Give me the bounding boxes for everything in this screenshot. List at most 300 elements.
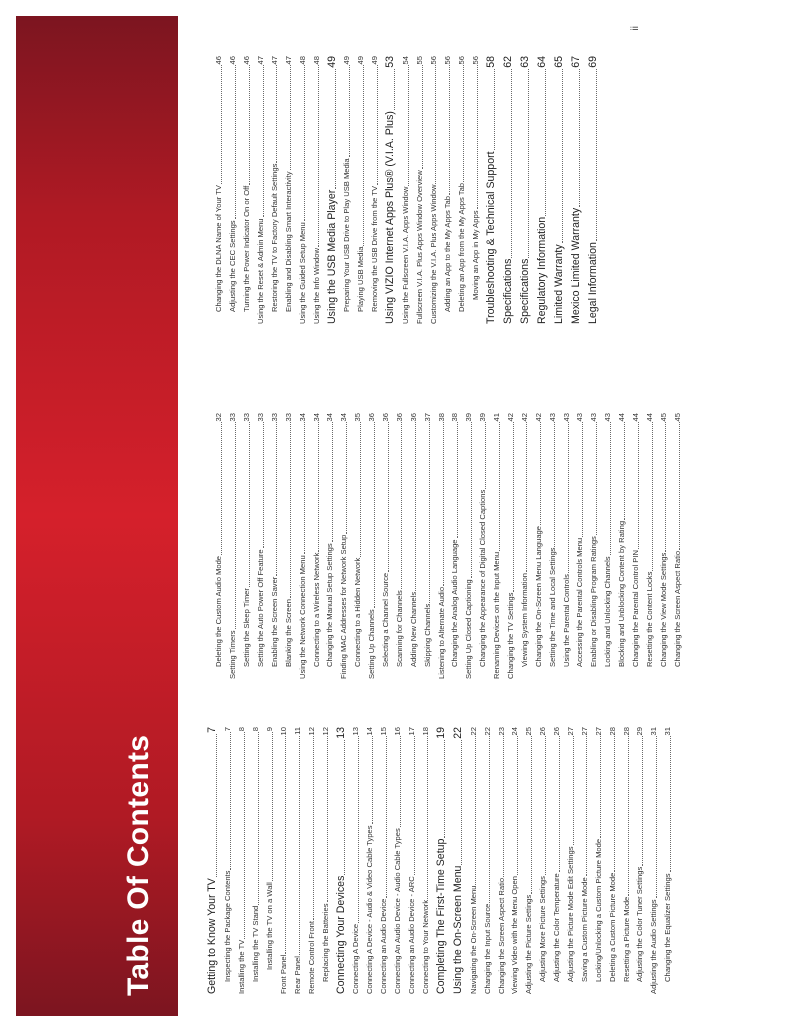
toc-entry-label: Changing the Screen Aspect Ratio xyxy=(496,877,506,994)
toc-page-number: 42 xyxy=(519,413,529,422)
dot-leader xyxy=(234,422,236,629)
toc-page-number: 36 xyxy=(394,413,404,422)
toc-entry-label: Finding MAC Addresses for Network Setup xyxy=(339,534,349,679)
dot-leader xyxy=(234,65,236,219)
toc-page-number: 32 xyxy=(214,413,224,422)
toc-page-number: 18 xyxy=(420,727,430,736)
toc-page-number: 26 xyxy=(552,727,562,736)
toc-entry[interactable] xyxy=(598,413,612,679)
toc-entry[interactable] xyxy=(463,727,477,994)
toc-entry[interactable] xyxy=(260,727,274,994)
toc-entry[interactable] xyxy=(528,413,542,679)
toc-entry[interactable] xyxy=(465,56,479,324)
dot-leader xyxy=(434,65,436,183)
toc-entry[interactable] xyxy=(251,413,265,679)
toc-entry[interactable] xyxy=(612,413,626,679)
toc-entry[interactable] xyxy=(334,413,348,679)
toc-page-number: 10 xyxy=(278,727,288,736)
dot-leader xyxy=(289,422,291,598)
toc-page-number: 46 xyxy=(214,56,224,65)
toc-entry-label: Removing the USB Drive from the TV xyxy=(370,185,380,312)
toc-entry-label: Locking/Unlocking a Custom Picture Mode xyxy=(593,838,603,982)
toc-entry[interactable] xyxy=(337,56,351,324)
toc-entry-label: Playing USB Media xyxy=(356,246,366,312)
dot-leader xyxy=(399,736,401,827)
toc-entry-label: Enabling the Screen Saver xyxy=(269,576,279,667)
toc-entry[interactable] xyxy=(626,413,640,679)
dot-leader xyxy=(609,422,611,555)
toc-entry-label: Changing the DLNA Name of Your TV xyxy=(214,185,224,312)
toc-entry-label: Rear Panel xyxy=(292,956,302,994)
toc-entry[interactable] xyxy=(287,727,301,994)
toc-entry[interactable] xyxy=(265,413,279,679)
toc-page-number: 27 xyxy=(566,727,575,736)
toc-entry-label: Adjusting the Picture Mode Edit Settings xyxy=(566,846,575,982)
dot-leader xyxy=(581,422,583,536)
toc-entry-label: Using the Fullscreen V.I.A. Apps Window xyxy=(401,186,411,324)
toc-entry[interactable] xyxy=(218,727,232,994)
toc-entry-label: Using the Network Connection Menu xyxy=(297,555,307,679)
dot-leader xyxy=(493,69,495,151)
toc-page-number: 8 xyxy=(237,727,247,732)
toc-page-number: 13 xyxy=(351,727,361,736)
dot-leader xyxy=(373,422,375,608)
toc-entry-label: Connecting Your Devices xyxy=(334,875,347,994)
toc-entry[interactable] xyxy=(351,56,365,324)
toc-entry[interactable] xyxy=(515,413,529,679)
toc-entry[interactable] xyxy=(519,727,533,994)
toc-entry[interactable] xyxy=(644,727,658,994)
toc-entry-label: Connecting A Device - Audio & Video Cable Types xyxy=(365,825,375,994)
toc-entry[interactable] xyxy=(658,727,672,994)
toc-entry[interactable] xyxy=(320,413,334,679)
toc-page-number: 27 xyxy=(593,727,603,736)
toc-page-number: 28 xyxy=(607,727,617,736)
toc-entry-label: Remote Control Front xyxy=(306,920,316,994)
toc-page-number: 9 xyxy=(264,727,274,732)
dot-leader xyxy=(641,736,643,865)
dot-leader xyxy=(595,422,597,535)
toc-entry[interactable] xyxy=(640,413,654,679)
toc-entry-label: Mexico Limited Warranty xyxy=(569,207,582,324)
dot-leader xyxy=(343,740,345,875)
toc-entry[interactable] xyxy=(232,727,246,994)
toc-entry[interactable] xyxy=(459,413,473,679)
toc-entry-label: Adjusting the CEC Settings xyxy=(228,220,238,312)
toc-page-number: 35 xyxy=(353,413,363,422)
toc-entry[interactable] xyxy=(265,56,279,324)
dot-leader xyxy=(553,422,555,546)
toc-page-number: 33 xyxy=(242,413,252,422)
toc-entry[interactable] xyxy=(477,727,491,994)
dot-leader xyxy=(262,65,264,217)
dot-leader xyxy=(651,422,653,570)
toc-entry-label: Setting Timers xyxy=(228,630,238,679)
toc-entry[interactable] xyxy=(209,56,223,324)
toc-column-3 xyxy=(209,56,598,324)
dot-leader xyxy=(275,422,277,575)
dot-leader xyxy=(664,422,666,551)
toc-entry[interactable] xyxy=(251,56,265,324)
dot-leader xyxy=(376,65,378,185)
toc-entry[interactable] xyxy=(360,727,374,994)
toc-entry[interactable] xyxy=(561,727,575,994)
dot-leader xyxy=(371,736,373,824)
toc-entry-label: Using the Parental Controls xyxy=(561,574,571,667)
toc-entry[interactable] xyxy=(556,413,570,679)
dot-leader xyxy=(348,65,350,157)
toc-entry-label: Setting the Sleep Timer xyxy=(242,588,252,667)
toc-entry[interactable] xyxy=(402,727,416,994)
dot-leader xyxy=(599,736,601,837)
dot-leader xyxy=(289,65,291,170)
dot-leader xyxy=(303,422,305,554)
toc-section-heading[interactable] xyxy=(320,56,337,324)
toc-entry[interactable] xyxy=(278,413,292,679)
toc-entry-label: Changing the Equalizer Settings xyxy=(663,873,673,982)
toc-entry[interactable] xyxy=(390,413,404,679)
toc-entry[interactable] xyxy=(209,413,223,679)
toc-entry-label: Renaming Devices on the Input Menu xyxy=(492,551,502,679)
toc-entry[interactable] xyxy=(365,56,379,324)
dot-leader xyxy=(572,736,574,845)
toc-entry[interactable] xyxy=(570,413,584,679)
dot-leader xyxy=(312,736,314,920)
toc-entry-label: Installing the TV Stand xyxy=(251,905,261,982)
toc-entry[interactable] xyxy=(223,56,237,324)
toc-page-number: 11 xyxy=(292,727,302,735)
toc-entry[interactable] xyxy=(292,413,306,679)
dot-leader xyxy=(637,422,639,549)
toc-page-number: 25 xyxy=(524,727,534,736)
toc-page-number: 69 xyxy=(586,56,599,68)
toc-section-heading[interactable] xyxy=(564,56,581,324)
toc-page-number: 23 xyxy=(496,727,506,736)
toc-page-number: 22 xyxy=(468,727,478,736)
toc-page-number: 33 xyxy=(283,413,293,422)
toc-page-number: 33 xyxy=(269,413,279,422)
toc-entry-label: Resetting the Content Locks xyxy=(644,571,654,667)
toc-page-number: 19 xyxy=(434,727,447,739)
dot-leader xyxy=(567,422,569,573)
toc-page-number: 39 xyxy=(478,413,488,422)
dot-leader xyxy=(400,422,402,589)
toc-entry[interactable] xyxy=(346,727,360,994)
toc-entry[interactable] xyxy=(584,413,598,679)
toc-page-number: 44 xyxy=(617,413,627,422)
toc-entry-label: Restoring the TV to Factory Default Settings xyxy=(269,163,279,312)
dot-leader xyxy=(530,736,532,893)
toc-entry[interactable] xyxy=(667,413,681,679)
dot-leader xyxy=(525,422,527,572)
toc-section-heading[interactable] xyxy=(547,56,564,324)
toc-page-number: 8 xyxy=(251,727,261,732)
toc-entry[interactable] xyxy=(362,413,376,679)
toc-entry-label: Setting Up Closed Captioning xyxy=(464,579,474,679)
toc-entry[interactable] xyxy=(403,413,417,679)
toc-page-number: 31 xyxy=(663,727,673,736)
dot-leader xyxy=(510,69,512,258)
toc-page-number: 7 xyxy=(223,727,233,732)
toc-section-heading[interactable] xyxy=(429,727,446,994)
toc-page-number: 13 xyxy=(334,727,347,739)
dot-leader xyxy=(456,422,458,538)
toc-entry[interactable] xyxy=(306,56,320,324)
toc-section-heading[interactable] xyxy=(201,727,218,994)
toc-entry[interactable] xyxy=(306,413,320,679)
toc-entry-label: Setting Up Channels xyxy=(367,609,377,679)
toc-page-number: 38 xyxy=(450,413,460,422)
toc-entry-label: Navigating the On-Screen Menu xyxy=(468,885,478,994)
toc-section-heading[interactable] xyxy=(446,727,463,994)
toc-page-number: 26 xyxy=(538,727,548,736)
dot-leader xyxy=(362,65,364,245)
toc-entry-label: Using the Reset & Admin Menu xyxy=(255,218,265,324)
toc-page-number: 33 xyxy=(228,413,238,422)
dot-leader xyxy=(326,736,328,902)
dot-leader xyxy=(623,422,625,519)
dot-leader xyxy=(595,69,597,241)
toc-entry[interactable] xyxy=(416,727,430,994)
toc-page-number: 56 xyxy=(470,56,480,65)
toc-entry-label: Changing the View Mode Settings xyxy=(658,552,668,667)
dot-leader xyxy=(317,422,319,551)
dot-leader xyxy=(585,736,587,876)
dot-leader xyxy=(539,422,541,525)
toc-entry[interactable] xyxy=(547,727,561,994)
dot-leader xyxy=(357,736,359,922)
toc-column-1 xyxy=(201,727,672,994)
toc-entry-label: Changing the TV Settings xyxy=(506,592,515,679)
toc-page-number: 62 xyxy=(501,56,514,68)
dot-leader xyxy=(421,65,423,169)
dot-leader xyxy=(387,422,389,571)
toc-entry-label: Adding an App to the My Apps Tab xyxy=(442,196,452,312)
toc-page-number: 43 xyxy=(603,413,613,422)
toc-page-number: 34 xyxy=(311,413,321,422)
toc-page-number: 49 xyxy=(325,56,338,68)
toc-entry[interactable] xyxy=(505,727,519,994)
toc-entry-label: Adjusting the Color Temperature xyxy=(552,873,562,982)
toc-entry-label: Connecting an Audio Device - ARC xyxy=(406,876,416,994)
toc-entry-label: Turning the Power Indicator On or Off xyxy=(242,185,252,312)
toc-section-heading[interactable] xyxy=(581,56,598,324)
dot-leader xyxy=(544,736,546,875)
toc-page-number: 34 xyxy=(297,413,307,422)
toc-page-number: 43 xyxy=(575,413,585,422)
toc-entry-label: Regulatory Information xyxy=(535,216,548,324)
toc-entry[interactable] xyxy=(396,56,410,324)
toc-entry[interactable] xyxy=(274,727,288,994)
toc-section-heading[interactable] xyxy=(479,56,496,324)
toc-page-number: 46 xyxy=(242,56,252,65)
toc-page-number: 42 xyxy=(533,413,543,422)
dot-leader xyxy=(502,736,504,876)
toc-entry[interactable] xyxy=(417,413,431,679)
toc-page-number: 48 xyxy=(311,56,321,65)
toc-page-number: 36 xyxy=(367,413,377,422)
dot-leader xyxy=(426,736,428,898)
toc-entry[interactable] xyxy=(491,727,505,994)
toc-entry[interactable] xyxy=(588,727,602,994)
toc-page-number: 42 xyxy=(506,413,515,422)
toc-page-number: 34 xyxy=(339,413,349,422)
toc-section-heading[interactable] xyxy=(329,727,346,994)
dot-leader xyxy=(271,732,273,881)
toc-entry[interactable] xyxy=(424,56,438,324)
dot-leader xyxy=(407,65,409,185)
toc-section-heading[interactable] xyxy=(513,56,530,324)
toc-entry[interactable] xyxy=(223,413,237,679)
dot-leader xyxy=(248,422,250,587)
toc-page-number: 43 xyxy=(589,413,599,422)
toc-page-number: 16 xyxy=(393,727,403,736)
toc-page-number: 12 xyxy=(320,727,330,736)
toc-entry[interactable] xyxy=(237,413,251,679)
toc-entry[interactable] xyxy=(246,727,260,994)
dot-leader xyxy=(442,422,444,586)
toc-entry-label: Changing the On-Screen Menu Language xyxy=(533,525,543,667)
dot-leader xyxy=(516,736,518,875)
toc-entry-label: Connecting A Device xyxy=(351,923,361,994)
toc-entry-label: Replacing the Batteries xyxy=(320,903,330,982)
toc-page-number: 36 xyxy=(408,413,418,422)
toc-entry[interactable] xyxy=(501,413,515,679)
toc-page-number: 7 xyxy=(206,727,219,733)
toc-page-number: 36 xyxy=(380,413,390,422)
dot-leader xyxy=(284,736,286,953)
page-number: ii xyxy=(630,26,641,31)
toc-entry-label: Specifications xyxy=(518,258,531,324)
toc-section-heading[interactable] xyxy=(530,56,547,324)
toc-entry[interactable] xyxy=(348,413,362,679)
toc-entry-label: Adjusting More Picture Settings xyxy=(538,876,548,982)
toc-entry[interactable] xyxy=(410,56,424,324)
toc-entry-label: Completing The First-Time Setup xyxy=(434,838,447,994)
dot-leader xyxy=(512,422,514,591)
toc-entry-label: Skipping Channels xyxy=(422,603,432,667)
toc-entry[interactable] xyxy=(292,56,306,324)
toc-entry[interactable] xyxy=(374,727,388,994)
dot-leader xyxy=(448,65,450,195)
toc-section-heading[interactable] xyxy=(496,56,513,324)
toc-page-number: 65 xyxy=(552,56,565,68)
toc-page-number: 34 xyxy=(325,413,335,422)
dot-leader xyxy=(257,732,259,904)
dot-leader xyxy=(655,736,657,898)
dot-leader xyxy=(331,422,333,542)
toc-entry[interactable] xyxy=(237,56,251,324)
toc-entry-label: Viewing Video with the Menu Open xyxy=(510,876,520,994)
toc-entry[interactable] xyxy=(315,727,329,994)
toc-entry-label: Troubleshooting & Technical Support xyxy=(484,151,497,324)
toc-page-number: 27 xyxy=(579,727,589,736)
toc-entry-label: Adding New Channels xyxy=(408,591,418,667)
dot-leader xyxy=(275,65,277,162)
toc-page-number: 55 xyxy=(414,56,424,65)
toc-entry[interactable] xyxy=(654,413,668,679)
toc-entry[interactable] xyxy=(388,727,402,994)
toc-column-2 xyxy=(209,413,681,679)
toc-page-number: 31 xyxy=(649,727,659,736)
toc-entry-label: Changing the Manual Setup Settings xyxy=(325,543,335,667)
toc-entry[interactable] xyxy=(575,727,589,994)
toc-section-heading[interactable] xyxy=(379,56,396,324)
toc-page-number: 47 xyxy=(283,56,293,65)
toc-entry[interactable] xyxy=(301,727,315,994)
dot-leader xyxy=(303,65,305,221)
toc-page-number: 46 xyxy=(228,56,238,65)
dot-leader xyxy=(527,69,529,258)
toc-entry-label: Deleting the Custom Audio Mode xyxy=(214,555,224,667)
toc-page-number: 56 xyxy=(428,56,438,65)
toc-entry-label: Changing the Parental Control PIN xyxy=(631,550,641,667)
toc-entry[interactable] xyxy=(533,727,547,994)
toc-entry[interactable] xyxy=(487,413,501,679)
toc-entry[interactable] xyxy=(542,413,556,679)
toc-entry-label: Blocking and Unblocking Content by Rating xyxy=(617,520,627,667)
toc-entry[interactable] xyxy=(437,56,451,324)
toc-entry-label: Selecting a Channel Source xyxy=(380,572,390,667)
toc-entry-label: Resetting a Picture Mode xyxy=(621,896,631,982)
dot-leader xyxy=(248,65,250,184)
toc-entry[interactable] xyxy=(473,413,487,679)
toc-page-number: 37 xyxy=(422,413,432,422)
toc-entry-label: Setting the Time and Local Settings xyxy=(547,547,557,667)
toc-entry-label: Connecting to a Wireless Network xyxy=(311,552,321,667)
toc-entry[interactable] xyxy=(602,727,616,994)
toc-entry-label: Scanning for Channels xyxy=(394,590,404,667)
toc-entry[interactable] xyxy=(616,727,630,994)
toc-entry-label: Saving a Custom Picture Mode xyxy=(579,877,589,982)
toc-entry-label: Specifications xyxy=(501,258,514,324)
toc-entry[interactable] xyxy=(278,56,292,324)
dot-leader xyxy=(462,65,464,182)
toc-page-number: 53 xyxy=(384,56,397,68)
toc-entry-label: Enabling or Disabling Program Ratings xyxy=(589,536,599,667)
toc-page-number: 45 xyxy=(672,413,682,422)
dot-leader xyxy=(627,736,629,895)
toc-entry[interactable] xyxy=(630,727,644,994)
toc-page-number: 64 xyxy=(535,56,548,68)
toc-entry-label: Installing the TV on a Wall xyxy=(264,882,274,970)
toc-page-number: 54 xyxy=(401,56,411,65)
toc-page-number: 44 xyxy=(644,413,654,422)
dot-leader xyxy=(215,734,217,877)
dot-leader xyxy=(229,732,231,869)
dot-leader xyxy=(414,422,416,590)
toc-page-number: 24 xyxy=(510,727,520,736)
toc-page-number: 49 xyxy=(356,56,366,65)
toc-entry-label: Customizing the V.I.A. Plus Apps Window xyxy=(428,184,438,324)
dot-leader xyxy=(413,736,415,875)
toc-page-number: 33 xyxy=(255,413,265,422)
toc-page-number: 29 xyxy=(635,727,645,736)
toc-entry[interactable] xyxy=(431,413,445,679)
toc-entry[interactable] xyxy=(376,413,390,679)
dot-leader xyxy=(243,732,245,938)
toc-entry[interactable] xyxy=(445,413,459,679)
toc-entry[interactable] xyxy=(451,56,465,324)
dot-leader xyxy=(393,69,395,110)
dot-leader xyxy=(498,422,500,550)
toc-entry-label: Blanking the Screen xyxy=(283,599,293,667)
dot-leader xyxy=(220,65,222,184)
toc-page-number: 12 xyxy=(306,727,316,736)
dot-leader xyxy=(317,65,319,247)
dot-leader xyxy=(476,65,478,209)
toc-page-number: 43 xyxy=(561,413,571,422)
